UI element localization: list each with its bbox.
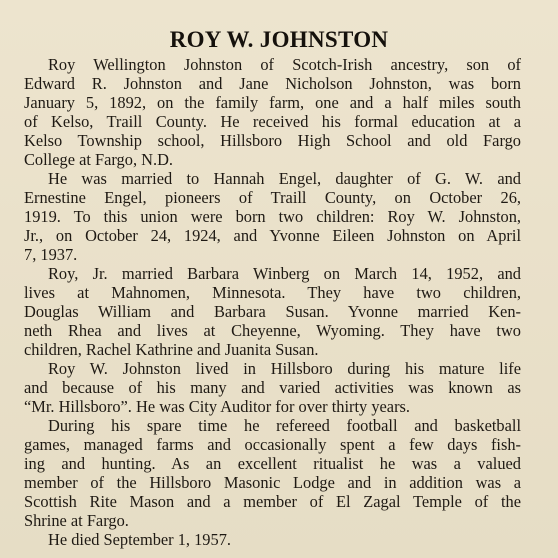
- text-line: Roy, Jr. married Barbara Winberg on March 14, 1952, and: [48, 264, 521, 283]
- text-line: Roy W. Johnston lived in Hillsboro during his mature life: [48, 359, 521, 378]
- text-line: He died September 1, 1957.: [48, 530, 231, 549]
- text-line: 1919. To this union were born two children: Roy W. Johnston,: [24, 207, 521, 226]
- text-line: lives at Mahnomen, Minnesota. They have two children,: [24, 283, 521, 302]
- text-line: neth Rhea and lives at Cheyenne, Wyoming. They have two: [24, 321, 521, 340]
- text-line: games, managed farms and occasionally spent a few days fish-: [24, 435, 521, 454]
- text-line: January 5, 1892, on the family farm, one and a half miles south: [24, 93, 521, 112]
- text-line: Douglas William and Barbara Susan. Yvonne married Ken-: [24, 302, 521, 321]
- text-line: During his spare time he refereed football and basketball: [48, 416, 521, 435]
- text-line: He was married to Hannah Engel, daughter of G. W. and: [48, 169, 521, 188]
- text-line: Kelso Township school, Hillsboro High School and old Fargo: [24, 131, 521, 150]
- text-line: Scottish Rite Mason and a member of El Zagal Temple of the: [24, 492, 521, 511]
- text-line: Shrine at Fargo.: [24, 511, 129, 530]
- text-line: Jr., on October 24, 1924, and Yvonne Eileen Johnston on April: [24, 226, 521, 245]
- text-line: children, Rachel Kathrine and Juanita Susan.: [24, 340, 319, 359]
- text-line: Roy Wellington Johnston of Scotch-Irish ancestry, son of: [48, 55, 521, 74]
- text-line: Ernestine Engel, pioneers of Traill County, on October 26,: [24, 188, 521, 207]
- text-line: and because of his many and varied activities was known as: [24, 378, 521, 397]
- text-line: College at Fargo, N.D.: [24, 150, 174, 169]
- page-title: ROY W. JOHNSTON: [169, 27, 389, 52]
- text-line: of Kelso, Traill County. He received his formal education at a: [24, 112, 521, 131]
- text-line: member of the Hillsboro Masonic Lodge and in addition was a: [24, 473, 521, 492]
- text-line: 7, 1937.: [24, 245, 78, 264]
- text-line: “Mr. Hillsboro”. He was City Auditor for over thirty years.: [24, 397, 411, 416]
- text-line: Edward R. Johnston and Jane Nicholson Johnston, was born: [24, 74, 521, 93]
- text-line: ing and hunting. As an excellent ritualist he was a valued: [24, 454, 521, 473]
